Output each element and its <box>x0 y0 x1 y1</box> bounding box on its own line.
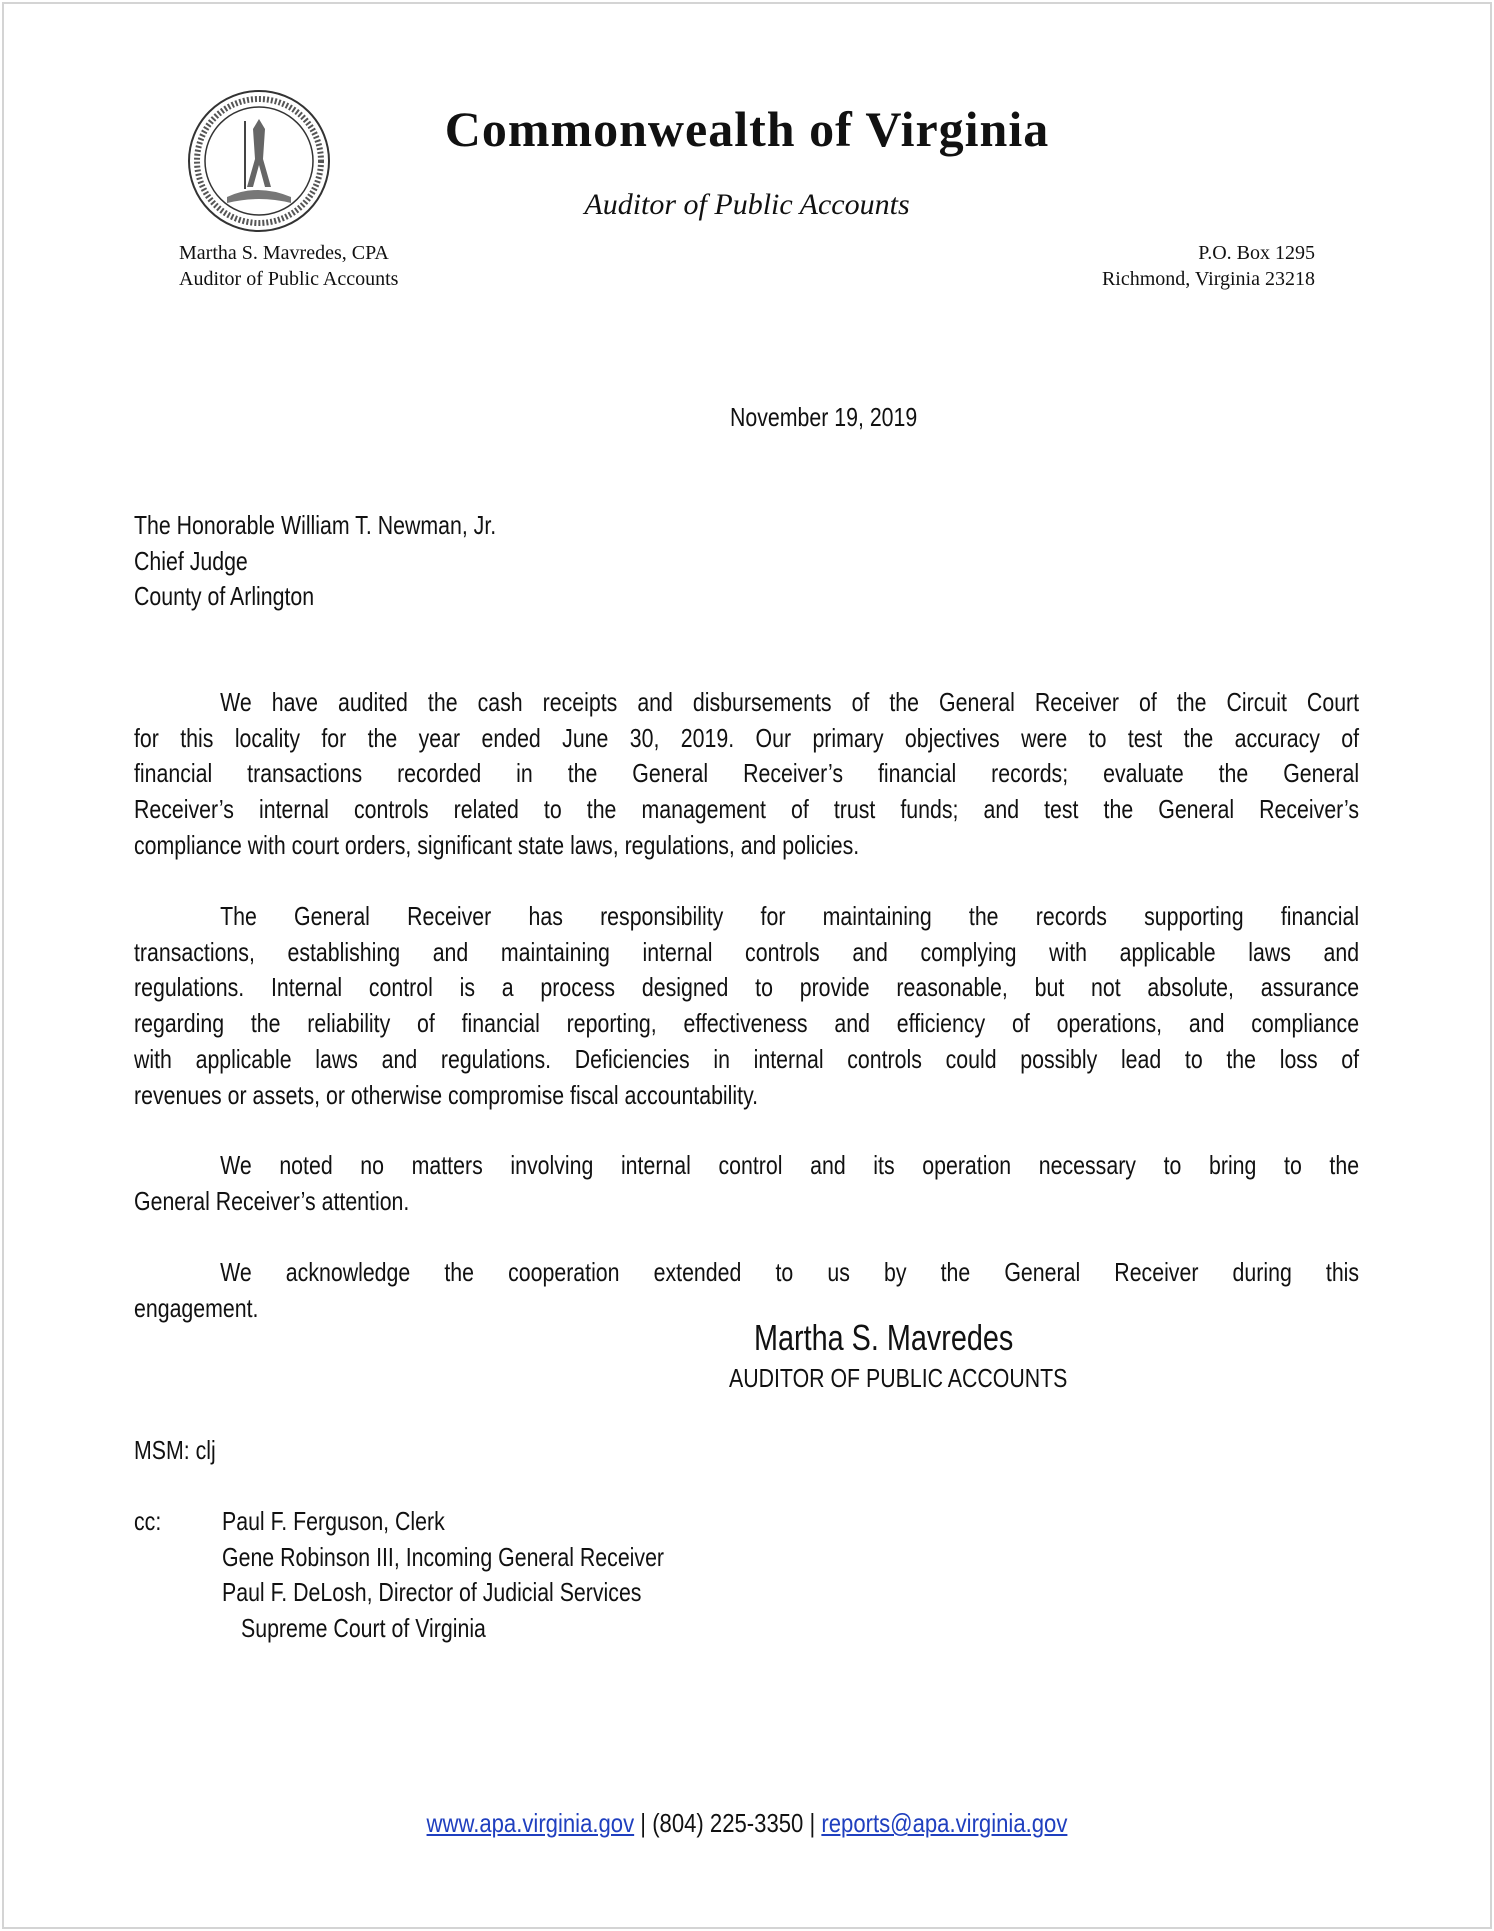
paragraph-line: compliance with court orders, significant state laws, regulations, and policies. <box>134 829 860 860</box>
cc-recipient: Paul F. DeLosh, Director of Judicial Services <box>222 1577 642 1607</box>
footer-separator: | <box>640 1808 647 1838</box>
po-box: P.O. Box 1295 <box>1198 242 1315 264</box>
paragraph-line: for this locality for the year ended June 30, 2019. Our primary objectives were to test the accuracy of <box>134 722 1360 753</box>
website-link[interactable]: www.apa.virginia.gov <box>426 1808 635 1838</box>
cc-recipient: Gene Robinson III, Incoming General Receiver <box>222 1542 665 1572</box>
paragraph-line: Receiver’s internal controls related to the management of trust funds; and test the General Receiver’s <box>134 794 1360 825</box>
letterhead-title: Commonwealth of Virginia <box>444 101 1050 157</box>
email-link[interactable]: reports@apa.virginia.gov <box>821 1808 1068 1838</box>
paragraph-line: We acknowledge the cooperation extended to us by the General Receiver during this <box>220 1257 1360 1287</box>
auditor-title: Auditor of Public Accounts <box>179 268 399 290</box>
paragraph-line: transactions, establishing and maintaining internal controls and complying with applicable laws and <box>134 936 1360 967</box>
signature-title: AUDITOR OF PUBLIC ACCOUNTS <box>729 1363 1068 1393</box>
phone-number: (804) 225-3350 <box>652 1808 804 1838</box>
paragraph-line: We noted no matters involving internal control and its operation necessary to bring to the <box>220 1150 1360 1180</box>
addressee-locality: County of Arlington <box>134 581 315 611</box>
paragraph-line: financial transactions recorded in the General Receiver’s financial records; evaluate the General <box>134 758 1360 789</box>
addressee-title: Chief Judge <box>134 546 248 576</box>
cc-recipient: Supreme Court of Virginia <box>241 1613 486 1643</box>
addressee-name: The Honorable William T. Newman, Jr. <box>134 510 497 540</box>
paragraph-line: General Receiver’s attention. <box>134 1185 410 1216</box>
cc-label: cc: <box>134 1506 162 1536</box>
paragraph-line: regarding the reliability of financial reporting, effectiveness and efficiency of operations, and compliance <box>134 1008 1360 1039</box>
city-state-zip: Richmond, Virginia 23218 <box>1101 268 1315 290</box>
initials: MSM: clj <box>134 1435 216 1465</box>
auditor-name: Martha S. Mavredes, CPA <box>179 242 389 264</box>
paragraph-line: We have audited the cash receipts and disbursements of the General Receiver of the Circuit Court <box>220 687 1360 717</box>
paragraph-line: with applicable laws and regulations. Deficiencies in internal controls could possibly lead to the loss of <box>134 1043 1360 1074</box>
footer-separator: | <box>809 1808 816 1838</box>
cc-recipient: Paul F. Ferguson, Clerk <box>222 1506 445 1536</box>
paragraph-line: regulations. Internal control is a process designed to provide reasonable, but not absolute, assurance <box>134 972 1360 1003</box>
letter-date: November 19, 2019 <box>730 402 918 432</box>
footer <box>0 1808 1494 1839</box>
letterhead-subtitle: Auditor of Public Accounts <box>584 188 910 221</box>
paragraph-line: The General Receiver has responsibility for maintaining the records supporting financial <box>220 901 1360 931</box>
paragraph-line: engagement. <box>134 1292 259 1323</box>
signature: Martha S. Mavredes <box>754 1317 1014 1358</box>
paragraph-line: revenues or assets, or otherwise compromise fiscal accountability. <box>134 1079 759 1110</box>
